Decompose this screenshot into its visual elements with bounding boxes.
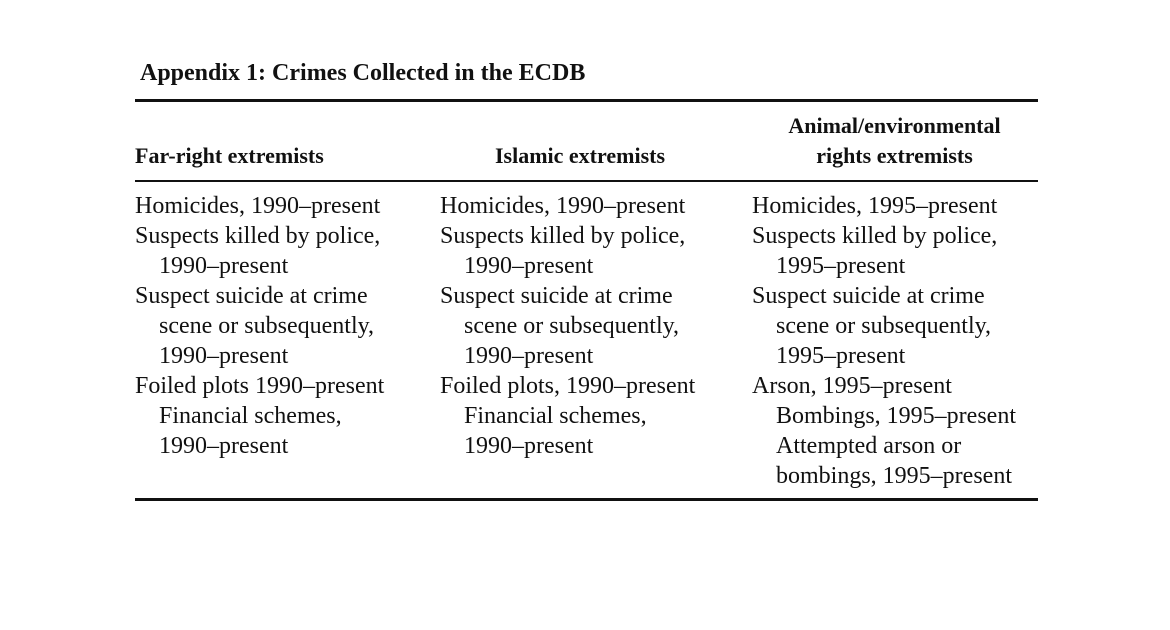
table-top-rule [135, 99, 1038, 102]
cell-line: Suspects killed by police, [440, 223, 686, 249]
cell-line: scene or subsequently, [159, 313, 375, 339]
cell-line: 1990–present [159, 343, 289, 369]
cell-line: 1990–present [464, 433, 594, 459]
column-header-line: Far-right extremists [135, 143, 324, 168]
column-animal-environmental [752, 191, 1016, 491]
table-title: Appendix 1: Crimes Collected in the ECDB [140, 60, 586, 86]
cell-line: Financial schemes, [159, 403, 342, 429]
cell-line: 1990–present [464, 253, 594, 279]
table-bottom-rule [135, 498, 1038, 501]
cell-line: Suspect suicide at crime [440, 283, 673, 309]
column-header-islamic [440, 141, 720, 171]
cell-line: scene or subsequently, [776, 313, 992, 339]
column-header-line: Islamic extremists [494, 143, 666, 168]
cell-line: Foiled plots, 1990–present [440, 373, 696, 399]
cell-line: Homicides, 1990–present [440, 193, 686, 219]
cell-line: Suspect suicide at crime [752, 283, 985, 309]
column-header-line: Animal/environmental [788, 113, 1001, 138]
cell-line: 1990–present [464, 343, 594, 369]
cell-line: Foiled plots 1990–present [135, 373, 385, 399]
cell-line: 1995–present [776, 253, 906, 279]
cell-line: bombings, 1995–present [776, 463, 1012, 489]
column-header-far-right [135, 141, 324, 171]
cell-line: 1995–present [776, 343, 906, 369]
cell-line: scene or subsequently, [464, 313, 680, 339]
cell-line: Suspects killed by police, [135, 223, 381, 249]
cell-line: Homicides, 1995–present [752, 193, 998, 219]
column-header-animal-environmental [752, 111, 1037, 171]
column-far-right [135, 191, 384, 461]
cell-line: Arson, 1995–present [752, 373, 952, 399]
cell-line: Suspect suicide at crime [135, 283, 368, 309]
cell-line: 1990–present [159, 433, 289, 459]
header-divider-rule [135, 180, 1038, 182]
column-header-line: rights extremists [816, 143, 973, 168]
cell-line: 1990–present [159, 253, 289, 279]
column-islamic [440, 191, 695, 461]
cell-line: Bombings, 1995–present [776, 403, 1016, 429]
cell-line: Suspects killed by police, [752, 223, 998, 249]
cell-line: Financial schemes, [464, 403, 647, 429]
cell-line: Attempted arson or [776, 433, 962, 459]
cell-line: Homicides, 1990–present [135, 193, 381, 219]
